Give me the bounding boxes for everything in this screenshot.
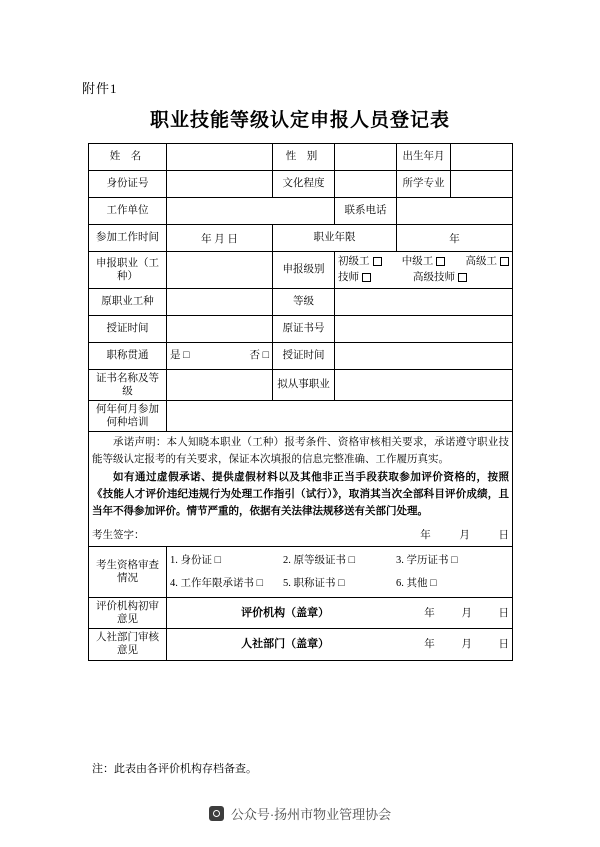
footnote: 注：此表由各评价机构存档备查。	[92, 763, 257, 775]
label-hr-opinion: 人社部门审核意见	[89, 629, 167, 660]
signature-label: 考生签字：	[92, 529, 145, 541]
label-former-level: 等级	[273, 288, 335, 315]
checkbox-work-years-commitment[interactable]: 4. 工作年限承诺书 □	[170, 577, 263, 589]
declaration-paragraph-2: 如有通过虚假承诺、提供虚假材料以及其他非正当手段获取参加评价资格的，按照《技能人才评价违纪违规行为处理工作指引（试行）》，取消其当次全部科目评价成绩，且当年不得参加评价。情节严重的，依据有关法律法规移送有关部门处理。	[92, 471, 509, 518]
declaration-cell	[89, 432, 513, 547]
label-name: 姓 名	[89, 144, 167, 171]
checkbox-former-cert[interactable]: 2. 原等级证书 □	[283, 554, 355, 566]
qualification-checklist[interactable]	[167, 546, 513, 597]
declaration-paragraph-1: 承诺声明：本人知晓本职业（工种）报考条件、资格审核相关要求，承诺遵守职业技能等级认定报考的有关要求，保证本次填报的信息完整准确、工作履历真实。	[92, 437, 509, 466]
label-training-history: 何年何月参加何种培训	[89, 400, 167, 431]
date-day: 日	[498, 638, 509, 650]
table-row	[89, 400, 513, 431]
field-title-cert-date[interactable]	[335, 342, 513, 369]
table-row	[89, 225, 513, 252]
checkbox-level-technician[interactable]: 技师	[338, 270, 371, 286]
field-work-unit[interactable]	[167, 198, 335, 225]
date-year: 年	[424, 607, 435, 619]
table-row	[89, 288, 513, 315]
checkbox-level-junior[interactable]: 初级工	[338, 254, 382, 270]
label-birth-date: 出生年月	[397, 144, 451, 171]
signature-date[interactable]	[394, 527, 509, 544]
label-title-cert-date: 授证时间	[273, 342, 335, 369]
field-education[interactable]	[335, 171, 397, 198]
field-cert-date[interactable]	[167, 315, 273, 342]
org-opinion-cell[interactable]	[167, 598, 513, 629]
date-month: 月	[461, 607, 472, 619]
checkbox-title-cert[interactable]: 5. 职称证书 □	[283, 577, 345, 589]
table-row	[89, 629, 513, 660]
label-cert-name-level: 证书名称及等级	[89, 369, 167, 400]
label-start-work-date: 参加工作时间	[89, 225, 167, 252]
field-phone[interactable]	[397, 198, 513, 225]
hr-seal-label: 人社部门（盖章）	[241, 637, 330, 650]
table-row	[89, 546, 513, 597]
label-intended-occupation: 拟从事职业	[273, 369, 335, 400]
checkbox-level-middle[interactable]: 中级工	[402, 254, 446, 270]
field-apply-occupation[interactable]	[167, 252, 273, 289]
checkbox-id-card[interactable]: 1. 身份证 □	[170, 554, 221, 566]
checkbox-diploma[interactable]: 3. 学历证书 □	[396, 554, 458, 566]
label-work-years: 职业年限	[273, 225, 397, 252]
table-row	[89, 252, 513, 289]
label-title-link: 职称贯通	[89, 342, 167, 369]
watermark-footer	[0, 804, 600, 823]
attachment-label: 附件1	[82, 81, 118, 96]
field-intended-occupation[interactable]	[335, 369, 513, 400]
date-month: 月	[459, 529, 470, 541]
label-major: 所学专业	[397, 171, 451, 198]
field-birth-date[interactable]	[451, 144, 513, 171]
watermark-text: 公众号·扬州市物业管理协会	[230, 807, 392, 822]
table-row	[89, 198, 513, 225]
table-row	[89, 369, 513, 400]
label-org-opinion: 评价机构初审意见	[89, 598, 167, 629]
org-seal-line	[170, 604, 509, 623]
field-former-level[interactable]	[335, 288, 513, 315]
apply-level-options[interactable]	[335, 252, 513, 289]
table-row	[89, 432, 513, 547]
hr-seal-line	[170, 635, 509, 654]
field-former-cert-no[interactable]	[335, 315, 513, 342]
label-former-cert-no: 原证书号	[273, 315, 335, 342]
label-cert-date: 授证时间	[89, 315, 167, 342]
date-day: 日	[498, 607, 509, 619]
date-month: 月	[461, 638, 472, 650]
field-start-work-date[interactable]: 年 月 日	[167, 225, 273, 252]
date-year: 年	[424, 638, 435, 650]
table-row	[89, 342, 513, 369]
field-former-occupation[interactable]	[167, 288, 273, 315]
date-year: 年	[420, 529, 431, 541]
checkbox-title-link-no[interactable]: 否 □	[249, 349, 269, 361]
signature-line	[92, 527, 509, 544]
label-work-unit: 工作单位	[89, 198, 167, 225]
field-training-history[interactable]	[167, 400, 513, 431]
label-gender: 性 别	[273, 144, 335, 171]
field-cert-name-level[interactable]	[167, 369, 273, 400]
table-row	[89, 598, 513, 629]
label-phone: 联系电话	[335, 198, 397, 225]
field-name[interactable]	[167, 144, 273, 171]
page-title: 职业技能等级认定申报人员登记表	[149, 110, 450, 131]
checkbox-level-senior[interactable]: 高级工	[466, 254, 510, 270]
date-day: 日	[498, 529, 509, 541]
label-former-occupation: 原职业工种	[89, 288, 167, 315]
field-id-number[interactable]	[167, 171, 273, 198]
table-row	[89, 171, 513, 198]
registration-form-table	[88, 143, 513, 661]
field-gender[interactable]	[335, 144, 397, 171]
table-row	[89, 315, 513, 342]
checkbox-other[interactable]: 6. 其他 □	[396, 577, 437, 589]
hr-opinion-cell[interactable]	[167, 629, 513, 660]
label-apply-occupation: 申报职业（工种）	[89, 252, 167, 289]
hr-opinion-date[interactable]	[400, 636, 509, 651]
label-apply-level: 申报级别	[273, 252, 335, 289]
org-seal-label: 评价机构（盖章）	[241, 606, 330, 619]
org-opinion-date[interactable]	[400, 605, 509, 620]
wechat-account-icon	[209, 806, 224, 821]
field-major[interactable]	[451, 171, 513, 198]
title-link-options[interactable]	[167, 342, 273, 369]
label-id-number: 身份证号	[89, 171, 167, 198]
checkbox-level-senior-technician[interactable]: 高级技师	[413, 270, 467, 286]
table-row	[89, 144, 513, 171]
checkbox-title-link-yes[interactable]: 是 □	[170, 349, 190, 361]
label-education: 文化程度	[273, 171, 335, 198]
label-qualification-review: 考生资格审查情况	[89, 546, 167, 597]
field-work-years[interactable]: 年	[397, 225, 513, 252]
